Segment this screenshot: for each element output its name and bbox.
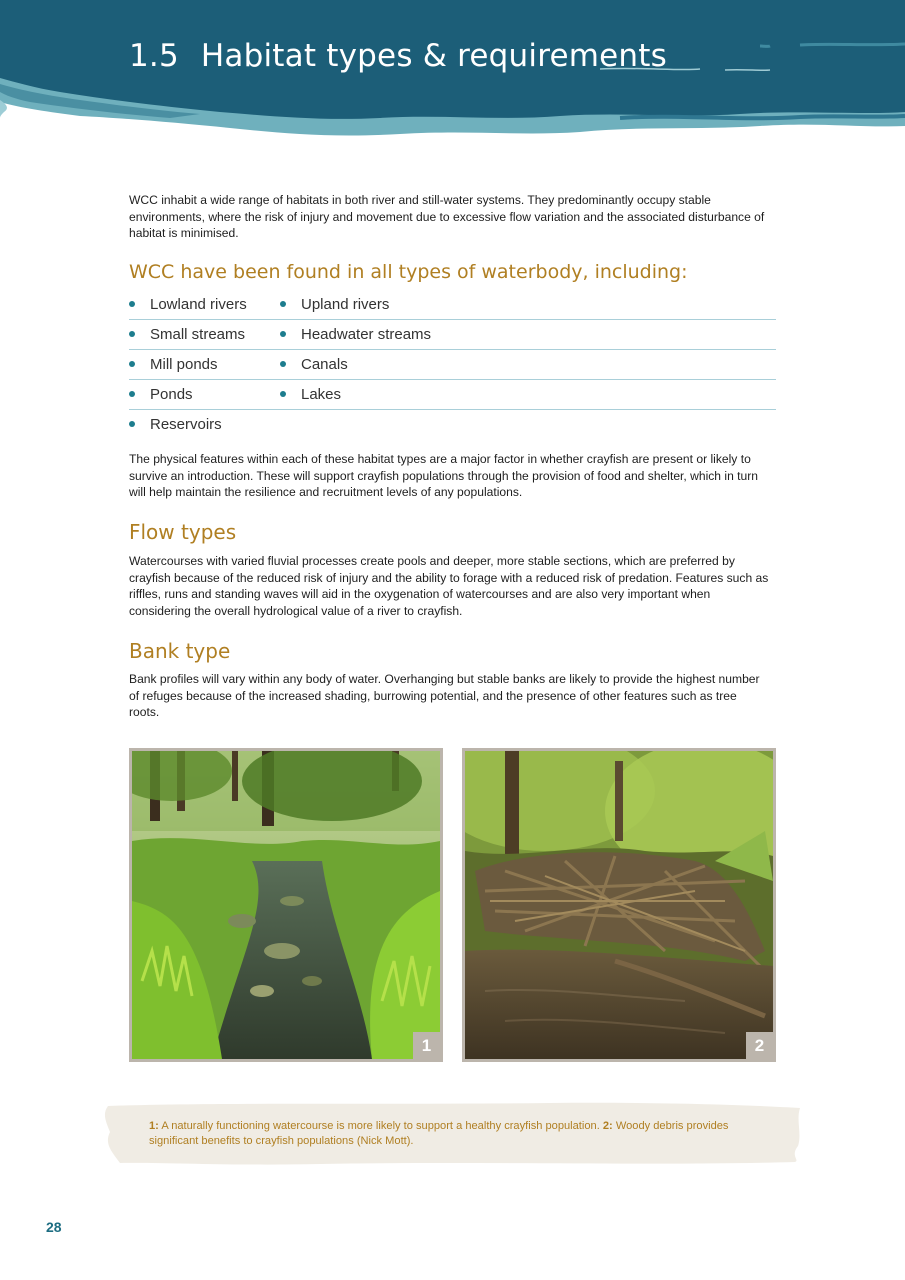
flow-types-heading: Flow types	[129, 520, 237, 544]
header-banner	[0, 0, 905, 150]
waterbody-heading: WCC have been found in all types of waterbody, including:	[129, 261, 688, 283]
bullet-icon	[280, 361, 286, 367]
photo-woody-debris	[462, 748, 776, 1062]
bank-type-heading: Bank type	[129, 639, 231, 663]
bullet-icon	[129, 301, 135, 307]
bullet-icon	[280, 301, 286, 307]
list-item: Ponds	[129, 386, 193, 403]
list-item: Lowland rivers	[129, 296, 247, 313]
woody-debris-photo-illustration	[465, 751, 773, 1059]
brush-stroke-banner	[0, 0, 905, 150]
section-title	[129, 38, 667, 74]
physical-features-paragraph: The physical features within each of these habitat types are a major factor in whether crayfish are present or likely to survive an introduction. These will support crayfish populations through the provision of food and shelter, which in turn will help maintain the resilience and recruitment levels of any populations.	[129, 452, 759, 500]
bullet-icon	[280, 391, 286, 397]
list-row	[129, 410, 776, 440]
bullet-icon	[129, 331, 135, 337]
bank-type-paragraph: Bank profiles will vary within any body of water. Overhanging but stable banks are likely to provide the highest number of refuges because of the increased shading, burrowing potential, and the presence of other features such as tree roots.	[129, 672, 760, 720]
photo-natural-stream	[129, 748, 443, 1062]
list-item: Lakes	[280, 386, 341, 403]
bullet-icon	[129, 361, 135, 367]
list-row	[129, 290, 776, 320]
list-item: Canals	[280, 356, 348, 373]
photo-number-badge: 2	[746, 1032, 773, 1059]
bullet-icon	[129, 391, 135, 397]
intro-paragraph: WCC inhabit a wide range of habitats in both river and still-water systems. They predominantly occupy stable environments, where the risk of injury and movement due to excessive flow variation and the associated disturbance of habitat is minimised.	[129, 193, 765, 241]
waterbody-list	[129, 290, 776, 440]
bullet-icon	[280, 331, 286, 337]
list-item: Reservoirs	[129, 416, 222, 433]
caption-box	[100, 1100, 805, 1166]
stream-photo-illustration	[132, 751, 440, 1059]
list-row	[129, 320, 776, 350]
section-title-text: Habitat types & requirements	[200, 38, 667, 74]
list-item: Upland rivers	[280, 296, 389, 313]
section-number: 1.5	[129, 38, 179, 74]
bullet-icon	[129, 421, 135, 427]
figure-caption: 1: A naturally functioning watercourse is more likely to support a healthy crayfish population. 2: Woody debris provides significant benefits to crayfish populations (Nick Mott).	[149, 1120, 729, 1147]
page-number: 28	[46, 1219, 62, 1235]
list-item: Headwater streams	[280, 326, 431, 343]
list-row	[129, 380, 776, 410]
list-row	[129, 350, 776, 380]
flow-types-paragraph: Watercourses with varied fluvial processes create pools and deeper, more stable sections, which are preferred by crayfish because of the reduced risk of injury and the ability to forage with a reduced risk of predation. Features such as riffles, runs and standing waves will aid in the oxygenation of watercourses and are also very important when considering the overall hydrological value of a river to crayfish.	[129, 554, 769, 619]
list-item: Mill ponds	[129, 356, 218, 373]
list-item: Small streams	[129, 326, 245, 343]
photo-number-badge: 1	[413, 1032, 440, 1059]
